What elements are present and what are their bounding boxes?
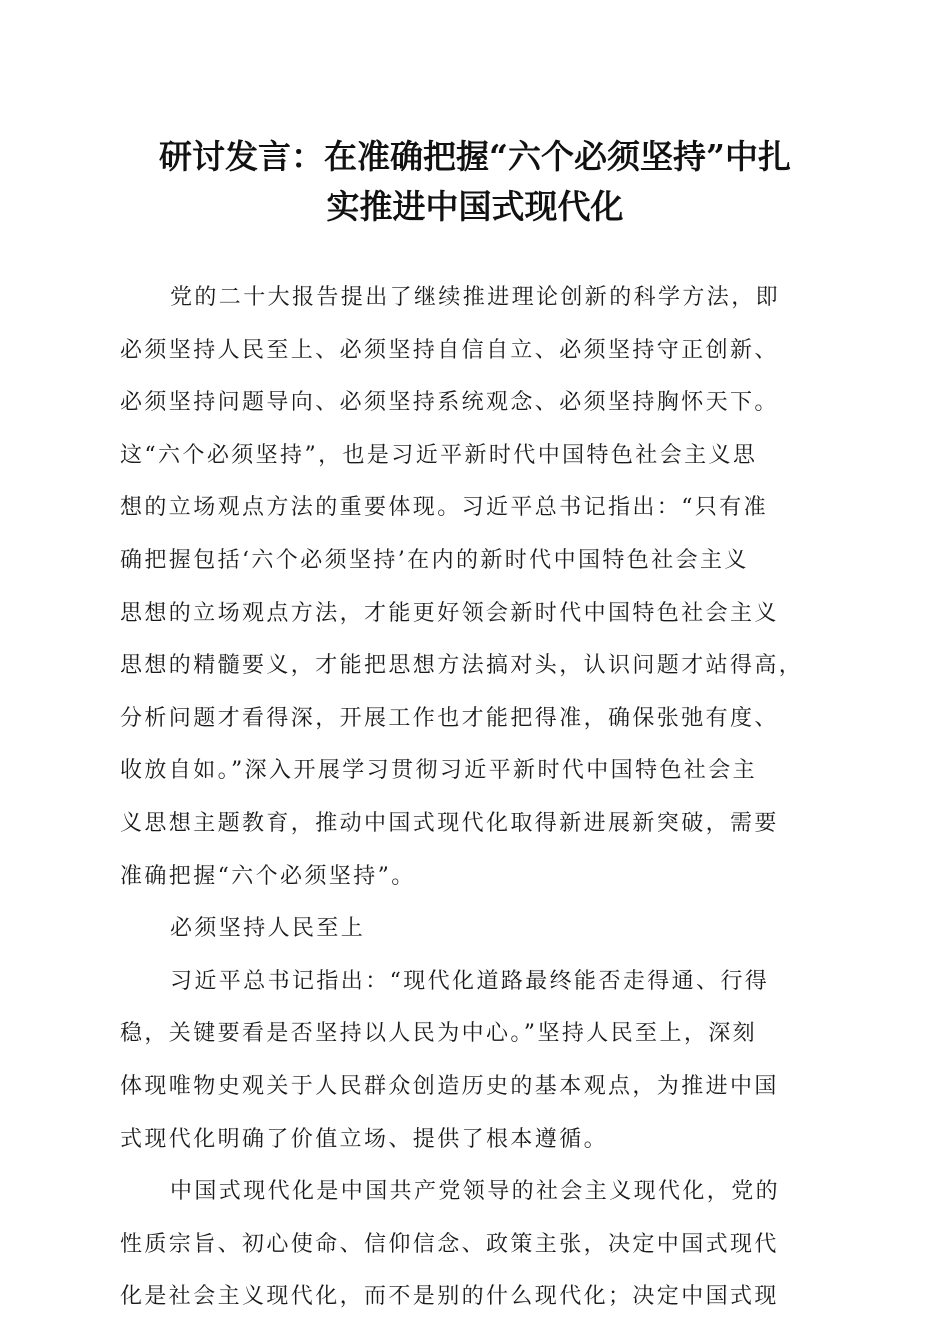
paragraph-line: 习近平总书记指出：“现代化道路最终能否走得通、行得 bbox=[170, 968, 770, 994]
paragraph-line: 义思想主题教育，推动中国式现代化取得新进展新突破，需要 bbox=[120, 810, 779, 836]
paragraph-line: 稳，关键要看是否坚持以人民为中心。”坚持人民至上，深刻 bbox=[120, 1021, 758, 1047]
document-title bbox=[100, 132, 850, 232]
paragraph-line: 式现代化明确了价值立场、提供了根本遵循。 bbox=[120, 1126, 609, 1152]
paragraph-line: 必须坚持人民至上、必须坚持自信自立、必须坚持守正创新、 bbox=[120, 337, 779, 363]
paragraph-line: 党的二十大报告提出了继续推进理论创新的科学方法，即 bbox=[170, 285, 781, 310]
paragraph-line: 化是社会主义现代化，而不是别的什么现代化；决定中国式现 bbox=[120, 1284, 779, 1310]
paragraph-line: 想的立场观点方法的重要体现。习近平总书记指出：“只有准 bbox=[120, 495, 769, 521]
paragraph-line: 这“六个必须坚持”，也是习近平新时代中国特色社会主义思 bbox=[120, 442, 758, 468]
section-heading: 必须坚持人民至上 bbox=[170, 916, 366, 942]
paragraph-line: 性质宗旨、初心使命、信仰信念、政策主张，决定中国式现代 bbox=[120, 1231, 779, 1257]
paragraph-line: 准确把握“六个必须坚持”。 bbox=[120, 863, 416, 889]
paragraph-line: 必须坚持问题导向、必须坚持系统观念、必须坚持胸怀天下。 bbox=[120, 390, 779, 416]
paragraph-line: 收放自如。”深入开展学习贯彻习近平新时代中国特色社会主 bbox=[120, 758, 758, 784]
document-body bbox=[120, 272, 832, 1324]
title-line-2: 实推进中国式现代化 bbox=[326, 187, 624, 226]
paragraph-line: 体现唯物史观关于人民群众创造历史的基本观点，为推进中国 bbox=[120, 1073, 779, 1099]
title-line-1: 研讨发言：在准确把握“六个必须坚持”中扎 bbox=[159, 137, 791, 176]
paragraph-line: 分析问题才看得深，开展工作也才能把得准，确保张弛有度、 bbox=[120, 705, 779, 731]
paragraph-line: 思想的精髓要义，才能把思想方法搞对头，认识问题才站得高， bbox=[120, 653, 804, 679]
paragraph-line: 确把握包括‘六个必须坚持’在内的新时代中国特色社会主义 bbox=[120, 547, 749, 573]
paragraph-line: 思想的立场观点方法，才能更好领会新时代中国特色社会主义 bbox=[120, 600, 779, 626]
paragraph-line: 中国式现代化是中国共产党领导的社会主义现代化，党的 bbox=[170, 1179, 781, 1205]
